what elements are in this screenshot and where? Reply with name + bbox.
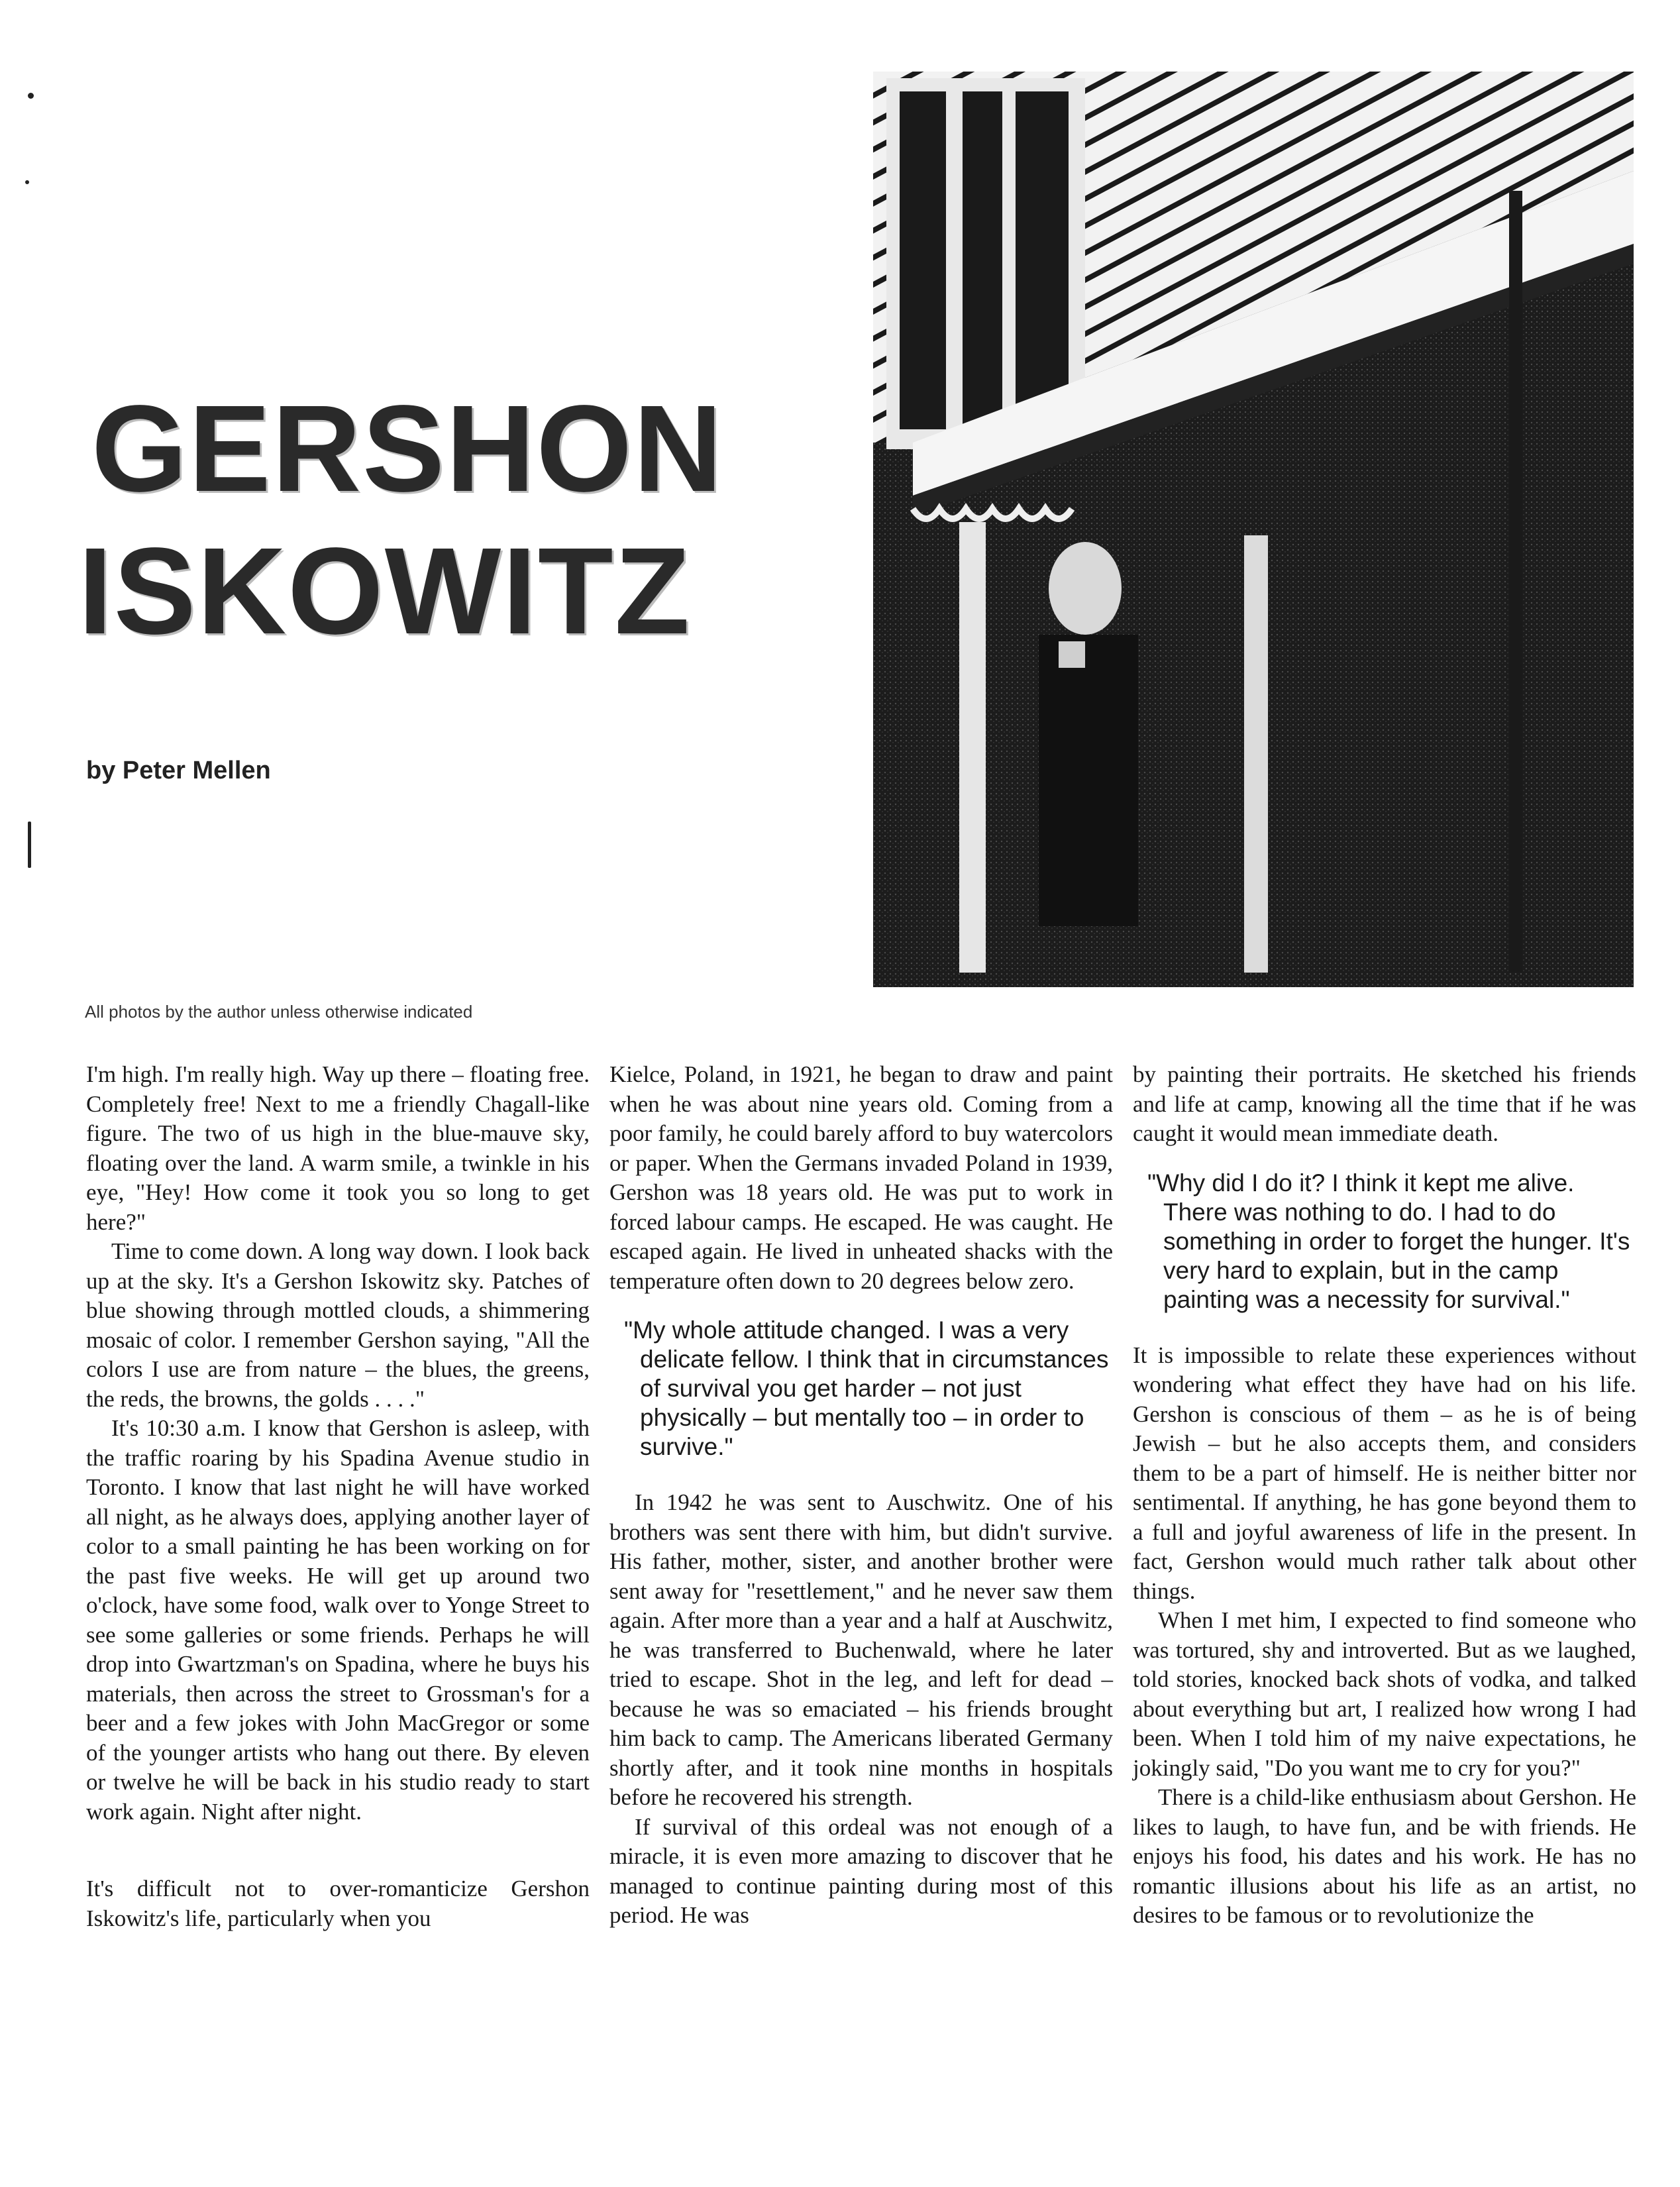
paragraph: Time to come down. A long way down. I look back up at the sky. It's a Gershon Iskowitz sky. Patches of blue showing through mottled clouds, a shimmering mosaic of color. I remember Gershon saying, "All the colors I use are from nature – the blues, the greens, the reds, the browns, the golds . . . ." [86,1238,590,1412]
speck-2 [25,180,29,184]
pull-quote [1147,1169,1636,1314]
paragraph: Kielce, Poland, in 1921, he began to draw and paint when he was about nine years old. Coming from a poor family, he could barely afford to buy watercolors or paper. When the Germans invaded Poland in 1939, Gershon was 18 years old. He was put to work in forced labour camps. He escaped. He was caught. He escaped again. He lived in unheated shacks with the temperature often down to 20 degrees below zero. [609,1061,1113,1294]
margin-mark [28,822,31,868]
portrait-photo [873,72,1634,987]
paragraph: I'm high. I'm really high. Way up there – floating free. Completely free! Next to me a friendly Chagall-like figure. The two of us high in the blue-mauve sky, floating over the land. A warm smile, a twinkle in his eye, "Hey! How come it took you so long to get here?" [86,1061,590,1235]
paragraph: When I met him, I expected to find someone who was tortured, shy and introverted. But as we laughed, told stories, knocked back shots of vodka, and talked about everything but art, I realized how wrong I had been. When I told him of my naive expectations, he jokingly said, "Do you want me to cry for you?" [1133,1607,1636,1781]
speck-1 [28,93,34,99]
article-column-3 [1133,1060,1636,1931]
photo-portrait-under-awning-icon [873,72,1634,987]
quote-text: "My whole attitude changed. I was a very delicate fellow. I think that in circumstances of survival you get harder – not just physically – but mentally too – in order to survive." [624,1316,1109,1460]
paragraph: There is a child-like enthusiasm about Gershon. He likes to laugh, to have fun, and be with friends. He enjoys his food, his dates and his work. He has no romantic illusions about his life as an artist, no desires to be famous or to revolutionize the [1133,1784,1636,1928]
paragraph: It's difficult not to over-romanticize Gershon Iskowitz's life, particularly when you [86,1876,590,1931]
paragraph: It is impossible to relate these experiences without wondering what effect they have had on his life. Gershon is conscious of them – as he is of being Jewish – but he also accepts them, and considers them to be a part of himself. He is neither bitter nor sentimental. If anything, he has gone beyond them to a full and joyful awareness of life in the present. In fact, Gershon would much rather talk about other things. [1133,1342,1636,1604]
article-title-line-2: ISKOWITZ [78,523,692,660]
pull-quote [624,1316,1113,1462]
article-title-line-1: GERSHON [91,380,724,517]
paragraph: In 1942 he was sent to Auschwitz. One of his brothers was sent there with him, but didn't survive. His father, mother, sister, and another brother were sent away for "resettlement," and he never saw them again. After more than a year and a half at Auschwitz, he was transferred to Buchenwald, where he later tried to escape. Shot in the leg, and left for dead – because he was so emaciated – his friends brought him back to camp. The Americans liberated Germany shortly after, and it took nine months in hospitals before he recovered his strength. [609,1489,1113,1810]
article-column-1 [86,1060,590,1933]
article-column-2 [609,1060,1113,1931]
paragraph: It's 10:30 a.m. I know that Gershon is asleep, with the traffic roaring by his Spadina Avenue studio in Toronto. I know that last night he will have worked all night, as he always does, applying another layer of color to a small painting he has been working on for the past five weeks. He will get up around two o'clock, have some food, walk over to Yonge Street to see some galleries or some friends. Perhaps he will drop into Gwartzman's on Spadina, where he buys his materials, then across the street to Grossman's for a beer and a few jokes with John MacGregor or some of the younger artists who hang out there. By eleven or twelve he will be back in his studio ready to start work again. Night after night. [86,1415,590,1825]
photo-credit: All photos by the author unless otherwise indicated [85,1002,473,1022]
byline: by Peter Mellen [86,757,271,784]
paragraph: by painting their portraits. He sketched his friends and life at camp, knowing all the time that if he was caught it would mean immediate death. [1133,1061,1636,1146]
quote-text: "Why did I do it? I think it kept me alive. There was nothing to do. I had to do something in order to forget the hunger. It's very hard to explain, but in the camp painting was a necessity for survival." [1147,1169,1630,1313]
paragraph: If survival of this ordeal was not enough of a miracle, it is even more amazing to discover that he managed to continue painting during most of this period. He was [609,1813,1113,1928]
